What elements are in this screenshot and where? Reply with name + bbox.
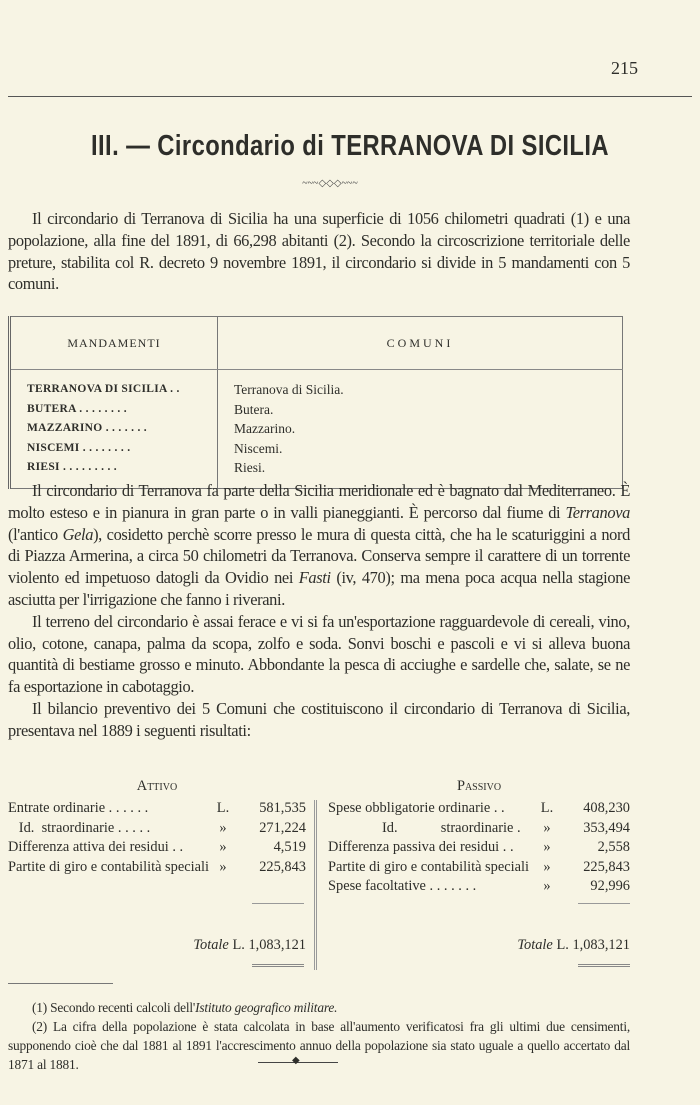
attivo-row: Partite di giro e contabilità speciali » 225,843 (8, 858, 306, 875)
mandamento: MAZZARINO . . . . . . . (27, 422, 147, 434)
attivo-column (8, 778, 306, 957)
intro-paragraph: Il circondario di Terranova di Sicilia ha una superficie di 1056 chilometri quadrati (1) e una popolazione, alla fine del 1891, di 66,298 abitanti (2). Secondo la circoscrizione territoriale delle preture, stabilita col R. decreto 9 novembre 1891, il circondario si divide in 5 mandamenti con 5 comuni. (8, 209, 630, 294)
column-divider (314, 800, 317, 970)
comune: Terranova di Sicilia. (234, 382, 344, 397)
attivo-header: Attivo (136, 778, 178, 794)
geography-paragraph: Il circondario di Terranova fa parte della Sicilia meridionale ed è bagnato dal Mediterraneo. È molto esteso e in pianura in gran parte o in valli pianeggianti. È percorso dal fiume di Terranova (l'antico Gela), cosidetto perchè scorre presso le mura di questa città, che ha le scaturiggini a nord di Piazza Armerina, a circa 50 chilometri da Terranova. Conserva sempre il carattere di un torrente violento ed impetuoso datogli da Ovidio nei Fasti (iv, 470); ma mena poca acqua nella stagione asciutta per l'irrigazione che fanno i riverani. (8, 481, 630, 609)
comune: Mazzarino. (234, 421, 296, 436)
passivo-column (328, 778, 630, 956)
end-ornament-icon: ◆ (258, 1062, 338, 1063)
header-rule (8, 96, 692, 97)
passivo-header: Passivo (456, 778, 502, 794)
passivo-total: Totale L. 1,083,121 (517, 936, 630, 953)
attivo-row: Differenza attiva dei residui . . » 4,519 (8, 839, 306, 855)
attivo-sum-rule (252, 903, 304, 904)
footnote-2: (2) La cifra della popolazione è stata calcolata in base all'aumento verificatosi fra gli ultimi due censimenti, supponendo cioè che dal 1881 al 1891 l'accrescimento annuo della popolazione sia stato uguale a quello accertato dal 1871 al 1881. (8, 1019, 630, 1072)
passivo-row: Spese facoltative . . . . . . . » 92,996 (328, 878, 630, 894)
mandamento: BUTERA . . . . . . . . (27, 402, 127, 415)
passivo-total-rule (578, 964, 630, 967)
mandamento: TERRANOVA DI SICILIA . . (27, 383, 180, 395)
comune: Butera. (234, 401, 274, 417)
passivo-row: Id. straordinarie . » 353,494 (328, 819, 630, 836)
body-text (8, 480, 630, 742)
table-body (10, 370, 623, 489)
chapter-title: III. — Circondario di TERRANOVA DI SICILIA (91, 130, 609, 162)
footnote-1: (1) Secondo recenti calcoli dell'Istituto geografico militare. (32, 1000, 338, 1015)
passivo-row: Differenza passiva dei residui . . » 2,558 (328, 839, 630, 855)
attivo-row: Id. straordinarie . . . . . » 271,224 (8, 819, 306, 836)
attivo-total-rule (252, 964, 304, 967)
attivo-total: Totale L. 1,083,121 (193, 937, 306, 953)
budget-paragraph: Il bilancio preventivo dei 5 Comuni che costituiscono il circondario di Terranova di Sicilia, presentava nel 1889 i seguenti risultati: (8, 698, 630, 740)
comune: Riesi. (234, 460, 266, 475)
economy-paragraph: Il terreno del circondario è assai ferace e vi si fa un'esportazione ragguardevole di cereali, vino, olio, cotone, canapa, palma da scopa, zolfo e soda. Sonvi boschi e pascoli e vi si alleva buona quantità di bestiame grosso e minuto. Abbondante la pesca di acciughe e sardelle che, salate, se ne fa esportazione in cabotaggio. (8, 611, 630, 697)
mandamento: NISCEMI . . . . . . . . (27, 441, 131, 454)
footnote-rule (8, 983, 113, 984)
ornament-divider-icon: ~~~◇◇◇~~~ (302, 178, 358, 189)
mandamento: RIESI . . . . . . . . . (27, 461, 117, 473)
attivo-row: Entrate ordinarie . . . . . . L. 581,535 (8, 800, 306, 816)
col-header-mandamenti: MANDAMENTI (10, 317, 218, 370)
page-number: 215 (611, 58, 638, 78)
passivo-row: Spese obbligatorie ordinarie . . L. 408,230 (328, 800, 630, 816)
col-header-comuni: COMUNI (218, 317, 623, 370)
comune: Niscemi. (234, 440, 283, 456)
passivo-sum-rule (578, 903, 630, 904)
passivo-row: Partite di giro e contabilità speciali » 225,843 (328, 858, 630, 875)
mandamenti-table (8, 316, 623, 489)
